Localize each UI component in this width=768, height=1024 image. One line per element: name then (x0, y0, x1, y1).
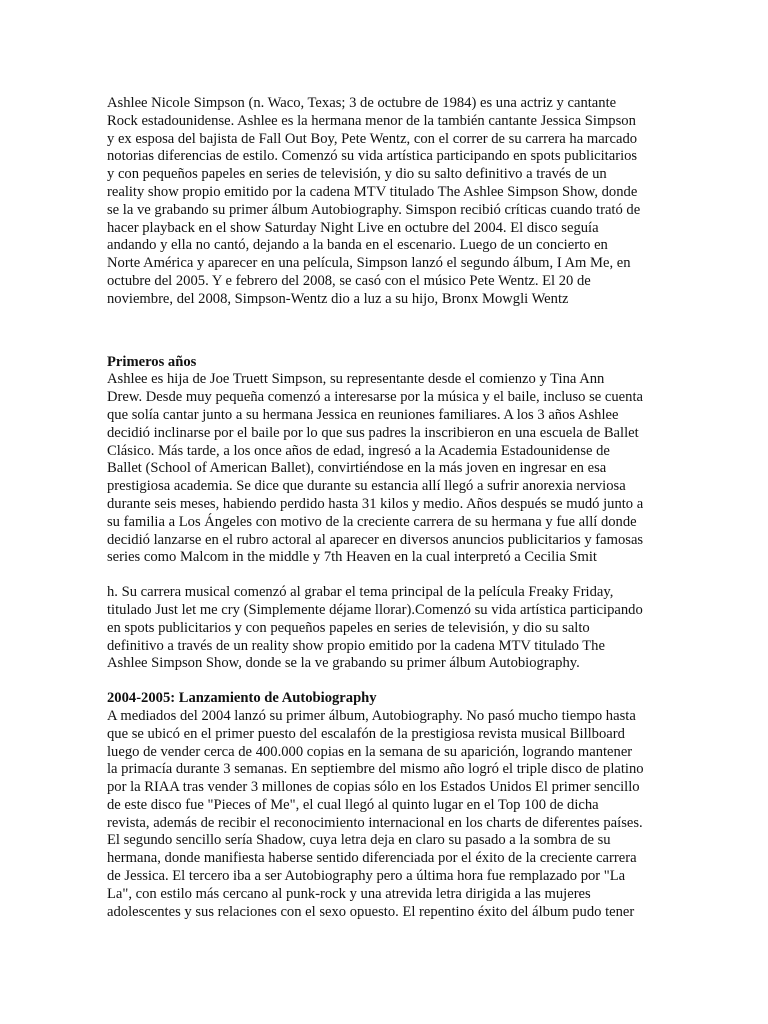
text-line: prestigiosa academia. Se dice que durante su estancia allí llegó a sufrir anorexia nerviosa (107, 478, 626, 495)
text-line: decidió lanzarse en el rubro actoral al aparecer en diversos anuncios publicitarios y famosas (107, 531, 644, 548)
text-line: reality show propio emitido por la cadena MTV titulado The Ashlee Simpson Show, donde (107, 183, 638, 200)
text-line: h. Su carrera musical comenzó al grabar el tema principal de la película Freaky Friday, (107, 584, 614, 601)
section-heading: 2004-2005: Lanzamiento de Autobiography (107, 690, 377, 707)
text-line: series como Malcom in the middle y 7th Heaven en la cual interpretó a Cecilia Smit (107, 549, 597, 566)
text-line: que solía cantar junto a su hermana Jessica en reuniones familiares. A los 3 años Ashlee (107, 406, 619, 423)
intro-paragraph (107, 95, 667, 309)
text-line: se la ve grabando su primer álbum Autobiography. Simspon recibió críticas cuando trató de (107, 201, 641, 218)
text-line: Clásico. Más tarde, a los once años de edad, ingresó a la Academia Estadounidense de (107, 442, 610, 459)
text-line: A mediados del 2004 lanzó su primer álbum, Autobiography. No pasó mucho tiempo hasta (107, 707, 636, 724)
text-line: y ex esposa del bajista de Fall Out Boy, Pete Wentz, con el correr de su carrera ha marcado (107, 130, 638, 147)
section-heading: Primeros años (107, 353, 197, 370)
text-line: adolescentes y sus relaciones con el sexo opuesto. El repentino éxito del álbum pudo tener (107, 903, 635, 920)
text-line: durante seis meses, habiendo perdido hasta 31 kilos y medio. Años después se mudó junto a (107, 495, 644, 512)
text-line: andando y ella no cantó, dejando a la banda en el escenario. Luego de un concierto en (107, 237, 608, 254)
spacer (107, 673, 667, 690)
text-line: Ballet (School of American Ballet), convirtiéndose en la más joven en ingresar en esa (107, 460, 607, 477)
text-line: octubre del 2005. Y e febrero del 2008, se casó con el músico Pete Wentz. El 20 de (107, 272, 591, 289)
text-line: El segundo sencillo sería Shadow, cuya letra deja en claro su pasado a la sombra de su (107, 832, 611, 849)
section-autobiography (107, 690, 667, 921)
text-line: notorias diferencias de estilo. Comenzó su vida artística participando en spots publicitarios (107, 148, 638, 165)
text-line: La", con estilo más cercano al punk-rock y una atrevida letra dirigida a las mujeres (107, 885, 591, 902)
text-line: revista, además de recibir el reconocimiento internacional en los charts de diferentes países. (107, 814, 643, 831)
text-line: noviembre, del 2008, Simpson-Wentz dio a luz a su hijo, Bronx Mowgli Wentz (107, 290, 569, 307)
text-line: luego de vender cerca de 400.000 copias en la semana de su aparición, logrando mantener (107, 743, 633, 760)
text-line: Ashlee es hija de Joe Truett Simpson, su representante desde el comienzo y Tina Ann (107, 371, 605, 388)
text-line: y con pequeños papeles en series de televisión, y dio su salto definitivo a través de un (107, 166, 607, 183)
text-line: hermana, donde manifiesta haberse sentido diferenciada por el éxito de la creciente carrera (107, 850, 637, 867)
text-line: Drew. Desde muy pequeña comenzó a interesarse por la música y el baile, incluso se cuenta (107, 389, 643, 406)
text-line: Rock estadounidense. Ashlee es la hermana menor de la también cantante Jessica Simpson (107, 112, 636, 129)
spacer (107, 567, 667, 584)
text-line: en spots publicitarios y con pequeños papeles en series de televisión, y dio su salto (107, 619, 590, 636)
continuation-paragraph (107, 584, 667, 673)
text-line: Ashlee Simpson Show, donde se la ve grabando su primer álbum Autobiography. (107, 655, 580, 672)
text-line: definitivo a través de un reality show propio emitido por la cadena MTV titulado The (107, 637, 605, 654)
text-line: hacer playback en el show Saturday Night Live en octubre del 2004. El disco seguía (107, 219, 599, 236)
text-line: de Jessica. El tercero iba a ser Autobiography pero a última hora fue remplazado por "La (107, 868, 626, 885)
text-line: que se ubicó en el primer puesto del escalafón de la prestigiosa revista musical Billboard (107, 725, 625, 742)
text-line: de este disco fue "Pieces of Me", el cual llegó al quinto lugar en el Top 100 de dicha (107, 796, 599, 813)
text-line: la primacía durante 3 semanas. En septiembre del mismo año logró el triple disco de platino (107, 761, 644, 778)
text-line: Norte América y aparecer en una película, Simpson lanzó el segundo álbum, I Am Me, en (107, 255, 631, 272)
section-primeros-anos (107, 354, 667, 568)
text-line: por la RIAA tras vender 3 millones de copias sólo en los Estados Unidos El primer sencillo (107, 779, 640, 796)
document-page (107, 95, 667, 921)
text-line: Ashlee Nicole Simpson (n. Waco, Texas; 3 de octubre de 1984) es una actriz y cantante (107, 95, 617, 111)
text-line: su familia a Los Ángeles con motivo de la creciente carrera de su hermana y fue allí donde (107, 513, 637, 530)
text-line: titulado Just let me cry (Simplemente déjame llorar).Comenzó su vida artística participando (107, 601, 643, 618)
spacer (107, 309, 667, 354)
text-line: decidió inclinarse por el baile por lo que sus padres la inscribieron en una escuela de Ballet (107, 424, 639, 441)
